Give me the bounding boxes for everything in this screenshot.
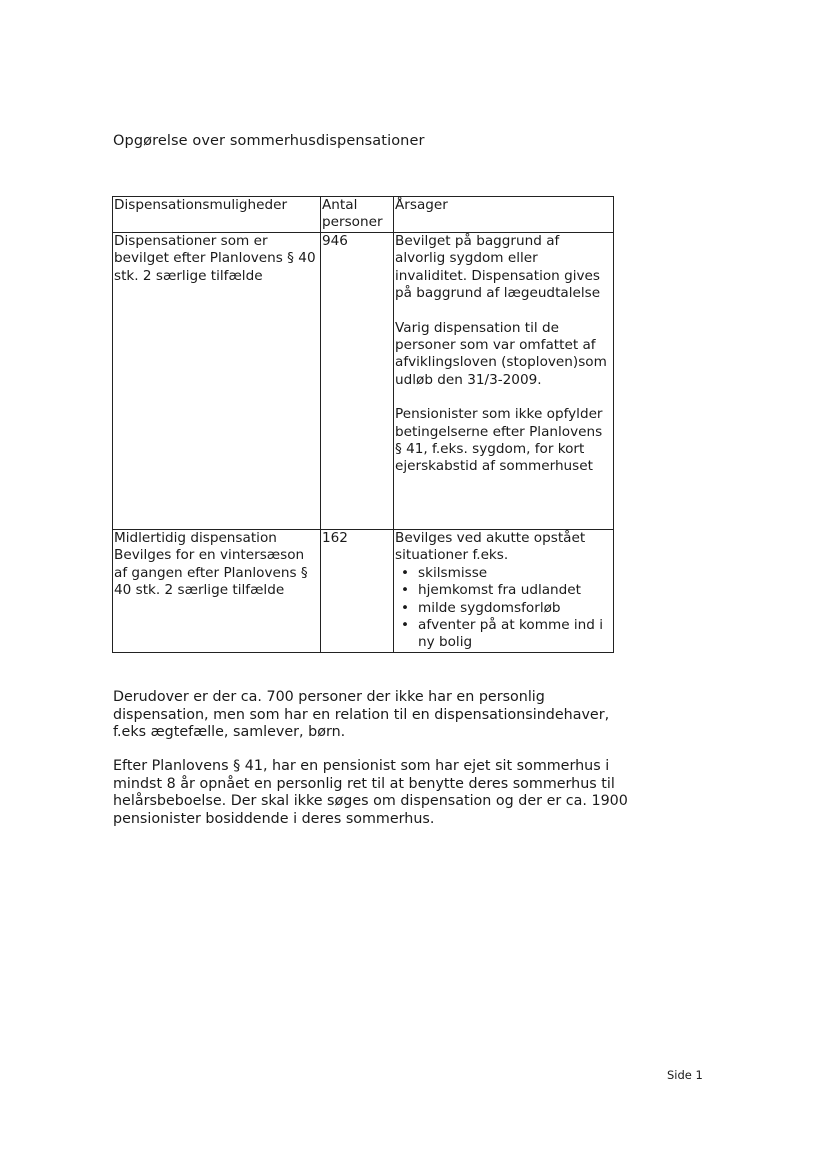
cause-intro: Bevilges ved akutte opstået situationer f.eks. (395, 530, 586, 564)
cause-text: Varig dispensation til de personer som var omfattet af afviklingsloven (stoploven)som udløb den 31/3-2009. (395, 319, 607, 388)
cause-text: Bevilget på baggrund af alvorlig sygdom eller invaliditet. Dispensation gives på baggrund af lægeudtalelse (395, 233, 601, 302)
bullet-icon: • (401, 599, 410, 616)
causes-cell (394, 530, 614, 653)
bullet-icon: • (401, 617, 410, 634)
list-item: • skilsmisse (401, 564, 488, 581)
body-paragraph: Efter Planlovens § 41, har en pensionist som har ejet sit sommerhus i mindst 8 år opnået en personlig ret til at benytte deres sommerhus til helårsbeboelse. Der skal ikke søges om dispensation og der er ca. 1900 pensionister bosiddende i deres sommerhus. (113, 758, 628, 827)
bullet-icon: • (401, 582, 410, 599)
dispensation-table (112, 196, 614, 653)
header-cell-causes: Årsager (394, 197, 614, 233)
person-count-cell: 162 (321, 530, 394, 653)
person-count-cell: 946 (321, 233, 394, 530)
causes-cell (394, 233, 614, 530)
cause-bullet-list (395, 565, 613, 652)
list-item: • hjemkomst fra udlandet (401, 582, 581, 599)
header-cell-type: Dispensationsmuligheder (113, 197, 321, 233)
cause-text: Pensionister som ikke opfylder betingelserne efter Planlovens § 41, f.eks. sygdom, for kort ejerskabstid af sommerhuset (395, 406, 603, 475)
page-title: Opgørelse over sommerhusdispensationer (113, 133, 425, 149)
header-cell-count: Antal personer (321, 197, 394, 233)
dispensation-type-cell: Midlertidig dispensation Bevilges for en vintersæson af gangen efter Planlovens § 40 stk. 2 særlige tilfælde (113, 530, 321, 653)
list-item: • milde sygdomsforløb (401, 599, 561, 616)
table-header-row (113, 197, 614, 233)
list-item: • afventer på at komme ind i ny bolig (401, 617, 603, 651)
page-number: Side 1 (667, 1068, 703, 1082)
bullet-icon: • (401, 564, 410, 581)
table-row (113, 233, 614, 530)
dispensation-type-cell: Dispensationer som er bevilget efter Planlovens § 40 stk. 2 særlige tilfælde (113, 233, 321, 530)
table-row (113, 530, 614, 653)
body-paragraph: Derudover er der ca. 700 personer der ikke har en personlig dispensation, men som har en relation til en dispensationsindehaver, f.eks ægtefælle, samlever, børn. (113, 689, 610, 741)
